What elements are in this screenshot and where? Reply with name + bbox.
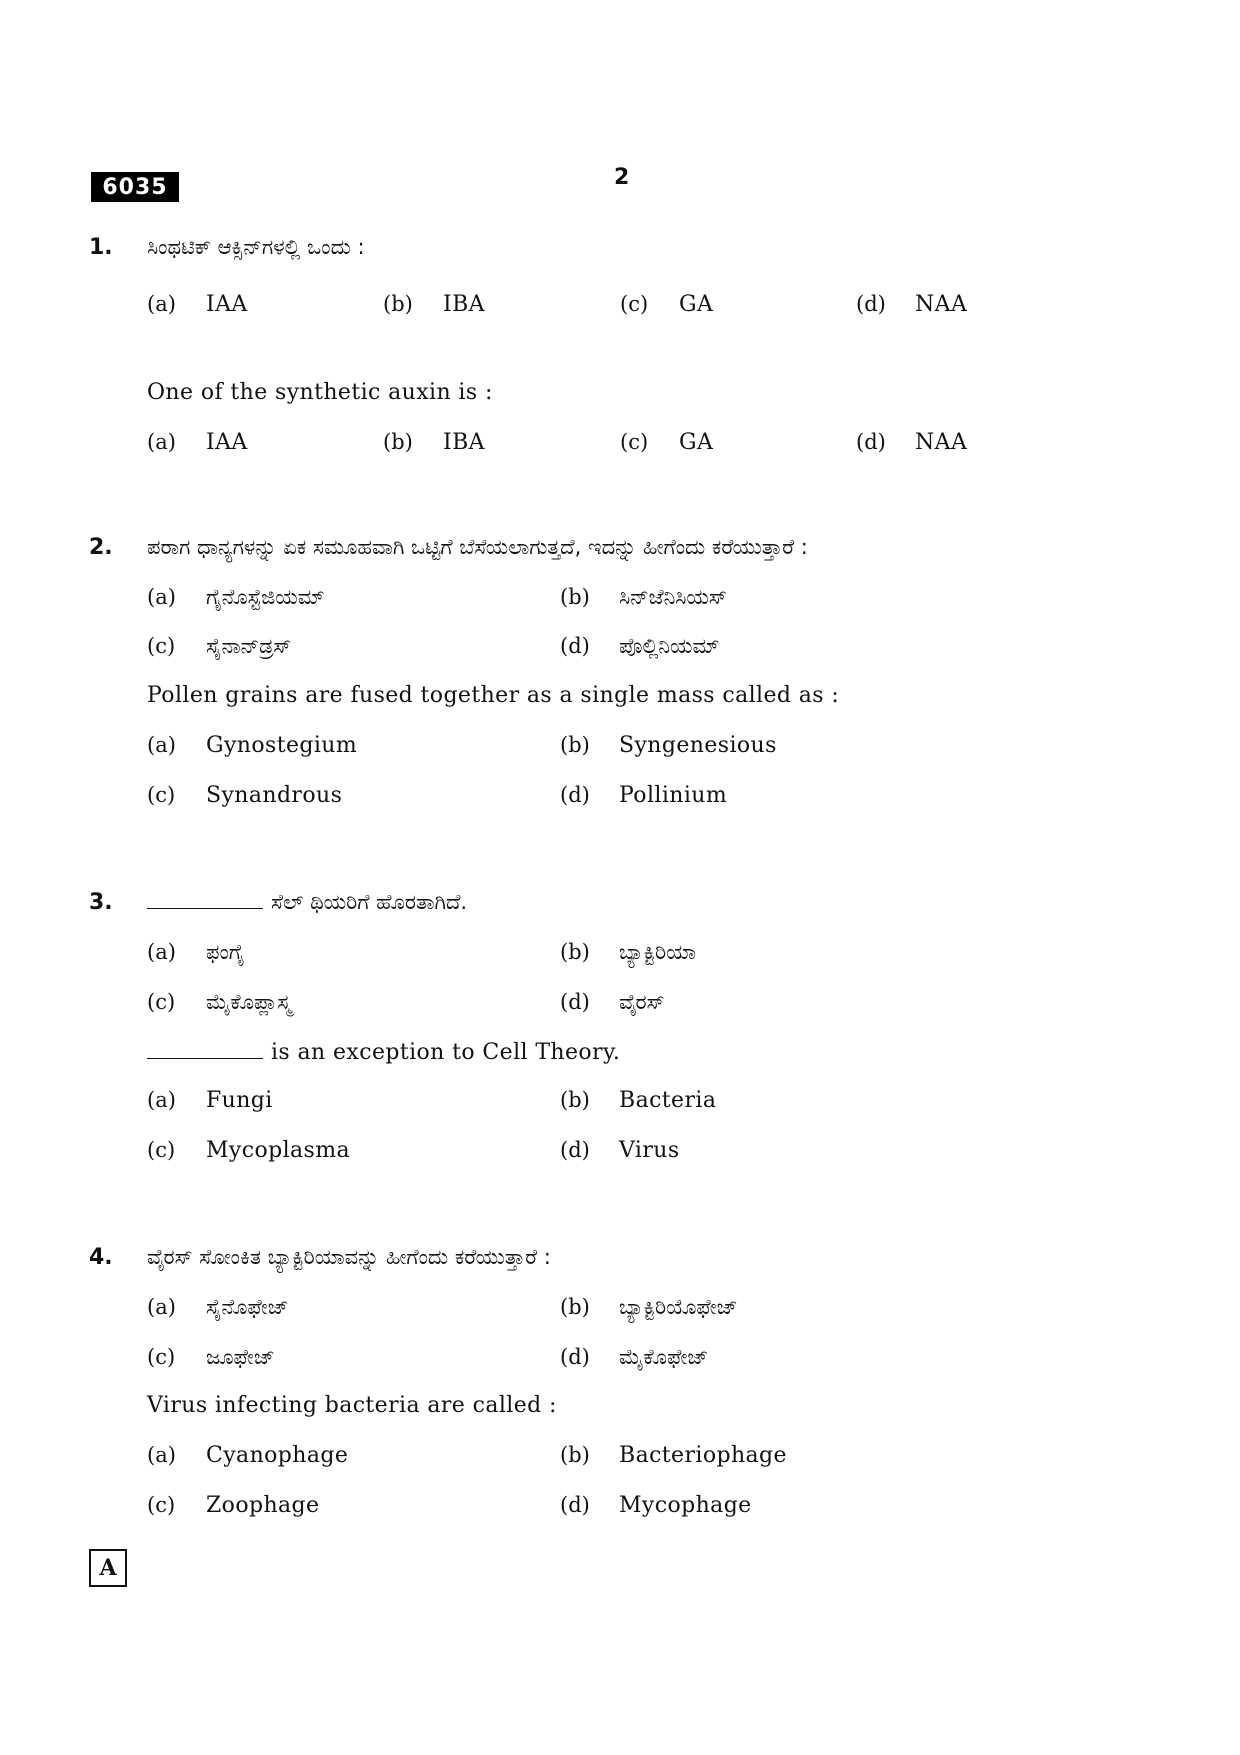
option-text: IAA xyxy=(206,292,248,317)
option-text: Synandrous xyxy=(206,783,343,808)
option-label: (c) xyxy=(147,1493,176,1517)
option-text: Gynostegium xyxy=(206,733,358,758)
option-text: ಮೈಕೊಪ್ಲಾಸ್ಮ xyxy=(206,990,292,1014)
question-text-english: Pollen grains are fused together as a single mass called as : xyxy=(147,683,840,708)
question-number: 4. xyxy=(89,1245,113,1270)
option-text: Syngenesious xyxy=(619,733,777,758)
option-text: Mycophage xyxy=(619,1493,752,1518)
option-text: ವೈರಸ್ xyxy=(619,990,665,1014)
option-label: (d) xyxy=(560,634,590,658)
option-text: Mycoplasma xyxy=(206,1138,351,1163)
option-text: ಜೂಫೇಜ್ xyxy=(206,1345,275,1369)
option-text: ಪೊಲ್ಲಿನಿಯಮ್ xyxy=(619,634,720,658)
option-label: (d) xyxy=(560,1493,590,1517)
page-number: 2 xyxy=(614,165,630,190)
option-label: (d) xyxy=(560,990,590,1014)
option-label: (a) xyxy=(147,585,176,609)
option-label: (b) xyxy=(560,940,590,964)
option-text: IBA xyxy=(443,430,485,455)
option-text: GA xyxy=(679,292,714,317)
paper-code-badge: 6035 xyxy=(91,172,179,202)
option-label: (d) xyxy=(856,430,886,454)
question-text-kannada xyxy=(147,888,467,915)
option-text: ಸೈನೊಫೇಜ್ xyxy=(206,1295,289,1319)
option-text: ಬ್ಯಾಕ್ಟಿರಿಯೊಫೇಜ್ xyxy=(619,1295,738,1319)
option-label: (b) xyxy=(560,1443,590,1467)
question-text-kannada: ವೈರಸ್ ಸೋಂಕಿತ ಬ್ಯಾಕ್ಟಿರಿಯಾವನ್ನು ಹೀಗೆಂದು ಕರೆಯುತ್ತಾರೆ : xyxy=(147,1245,551,1269)
option-label: (b) xyxy=(560,585,590,609)
question-text: is an exception to Cell Theory. xyxy=(271,1040,621,1065)
option-text: ಸೈನಾನ್‌ಡ್ರಸ್ xyxy=(206,634,292,658)
option-label: (a) xyxy=(147,292,176,316)
option-label: (d) xyxy=(560,783,590,807)
question-number: 1. xyxy=(89,235,113,260)
option-label: (a) xyxy=(147,940,176,964)
option-label: (c) xyxy=(147,783,176,807)
question-text: ಸೆಲ್ ಥಿಯರಿಗೆ ಹೊರತಾಗಿದೆ. xyxy=(271,890,468,914)
option-text: ಗೈನೊಸ್ಟೆಜಿಯಮ್ xyxy=(206,585,325,609)
option-text: Cyanophage xyxy=(206,1443,349,1468)
option-text: NAA xyxy=(915,430,968,455)
question-text-english: One of the synthetic auxin is : xyxy=(147,380,493,405)
option-label: (a) xyxy=(147,1443,176,1467)
option-label: (b) xyxy=(383,430,413,454)
question-number: 2. xyxy=(89,535,113,560)
option-text: Fungi xyxy=(206,1088,273,1113)
option-label: (c) xyxy=(620,292,649,316)
option-label: (a) xyxy=(147,1295,176,1319)
option-label: (c) xyxy=(620,430,649,454)
option-label: (b) xyxy=(560,1295,590,1319)
option-label: (d) xyxy=(856,292,886,316)
question-text-kannada: ಸಿಂಥಟಿಕ್ ಆಕ್ಸಿನ್‌ಗಳಲ್ಲಿ ಒಂದು : xyxy=(147,235,365,259)
question-text-english xyxy=(147,1038,620,1065)
option-label: (a) xyxy=(147,733,176,757)
question-text-english: Virus infecting bacteria are called : xyxy=(147,1393,557,1418)
option-text: ಮೈಕೊಫೇಜ್ xyxy=(619,1345,709,1369)
option-text: IBA xyxy=(443,292,485,317)
option-label: (a) xyxy=(147,430,176,454)
option-text: Pollinium xyxy=(619,783,728,808)
answer-blank xyxy=(147,1038,263,1059)
option-label: (c) xyxy=(147,1345,176,1369)
option-text: GA xyxy=(679,430,714,455)
option-text: Virus xyxy=(619,1138,680,1163)
option-text: Zoophage xyxy=(206,1493,320,1518)
question-text-kannada: ಪರಾಗ ಧಾನ್ಯಗಳನ್ನು ಏಕ ಸಮೂಹವಾಗಿ ಒಟ್ಟಿಗೆ ಬೆಸೆಯಲಾಗುತ್ತದೆ, ಇದನ್ನು ಹೀಗೆಂದು ಕರೆಯುತ್ತಾರೆ : xyxy=(147,535,808,559)
option-label: (b) xyxy=(383,292,413,316)
option-label: (a) xyxy=(147,1088,176,1112)
option-text: IAA xyxy=(206,430,248,455)
option-label: (c) xyxy=(147,1138,176,1162)
answer-blank xyxy=(147,888,263,909)
option-label: (b) xyxy=(560,1088,590,1112)
option-text: ಬ್ಯಾಕ್ಟಿರಿಯಾ xyxy=(619,940,696,964)
option-text: Bacteriophage xyxy=(619,1443,787,1468)
option-label: (c) xyxy=(147,634,176,658)
option-label: (c) xyxy=(147,990,176,1014)
option-text: Bacteria xyxy=(619,1088,717,1113)
question-number: 3. xyxy=(89,890,113,915)
option-text: NAA xyxy=(915,292,968,317)
series-label-box: A xyxy=(89,1549,127,1587)
option-text: ಫಂಗೈ xyxy=(206,940,245,964)
option-text: ಸಿನ್‌ಜೆನಿಸಿಯಸ್ xyxy=(619,585,727,609)
option-label: (d) xyxy=(560,1138,590,1162)
option-label: (b) xyxy=(560,733,590,757)
option-label: (d) xyxy=(560,1345,590,1369)
